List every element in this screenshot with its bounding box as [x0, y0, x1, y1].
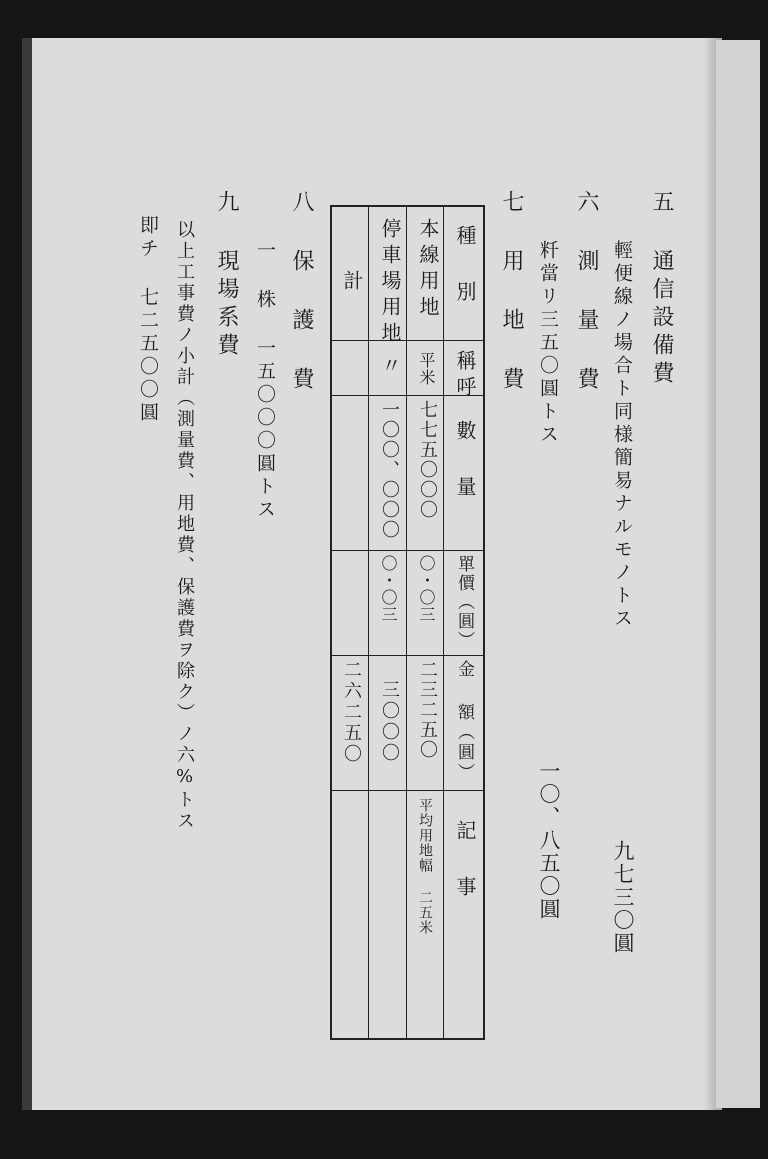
header-qty: 數 量 — [453, 420, 477, 502]
row1-note: 平均用地幅 二五米 — [417, 798, 433, 935]
section-7-amount: 一〇、八五〇圓 — [537, 760, 561, 921]
header-unit: 單價（圓） — [454, 555, 474, 650]
total-amount: 二六二五〇 — [341, 660, 362, 765]
section-6-text: 粁當リ三五〇圓トス — [537, 240, 559, 447]
header-amount: 金 額（圓） — [454, 660, 474, 783]
section-5-amount: 九七三〇圓 — [611, 840, 635, 955]
section-8-title: 八 保 護 費 — [289, 190, 314, 395]
row1-amount: 二三二五〇 — [417, 660, 438, 760]
row1-qty: 七七五〇〇〇 — [417, 400, 438, 520]
row2-unit: 〇・〇三 — [379, 555, 398, 623]
row1-unit: 〇・〇三 — [417, 555, 436, 623]
section-8-text: 一 株 一五〇〇〇圓トス — [254, 240, 276, 522]
row2-amount: 三〇〇〇 — [379, 680, 400, 764]
header-note: 記 事 — [453, 820, 477, 902]
summary-total: 即チ 七二五〇〇圓 — [137, 215, 159, 425]
row1-name: 平米 — [417, 352, 436, 386]
header-type: 種 別 — [453, 225, 477, 307]
section-9-title: 九 現場系費 — [214, 190, 239, 361]
header-name: 稱呼 — [453, 350, 477, 402]
row1-type: 本線用地 — [416, 218, 440, 322]
total-label: 計 — [340, 270, 364, 296]
row2-type: 停車場用地 — [378, 218, 402, 348]
section-5-title: 五 通信設備費 — [649, 190, 674, 389]
section-6-title: 六 測 量 費 — [574, 190, 599, 395]
adjacent-page-edge — [716, 40, 760, 1108]
section-7-title: 七 用 地 費 — [499, 190, 524, 395]
summary-text: 以上工事費ノ小計（測量費、用地費、保護費ヲ除ク）ノ六%トス — [174, 220, 195, 832]
row2-name: 〃 — [378, 355, 402, 381]
section-5-text: 輕便線ノ場合ト同様簡易ナルモノトス — [611, 240, 633, 631]
row2-qty: 一〇〇、〇〇〇 — [379, 400, 400, 540]
